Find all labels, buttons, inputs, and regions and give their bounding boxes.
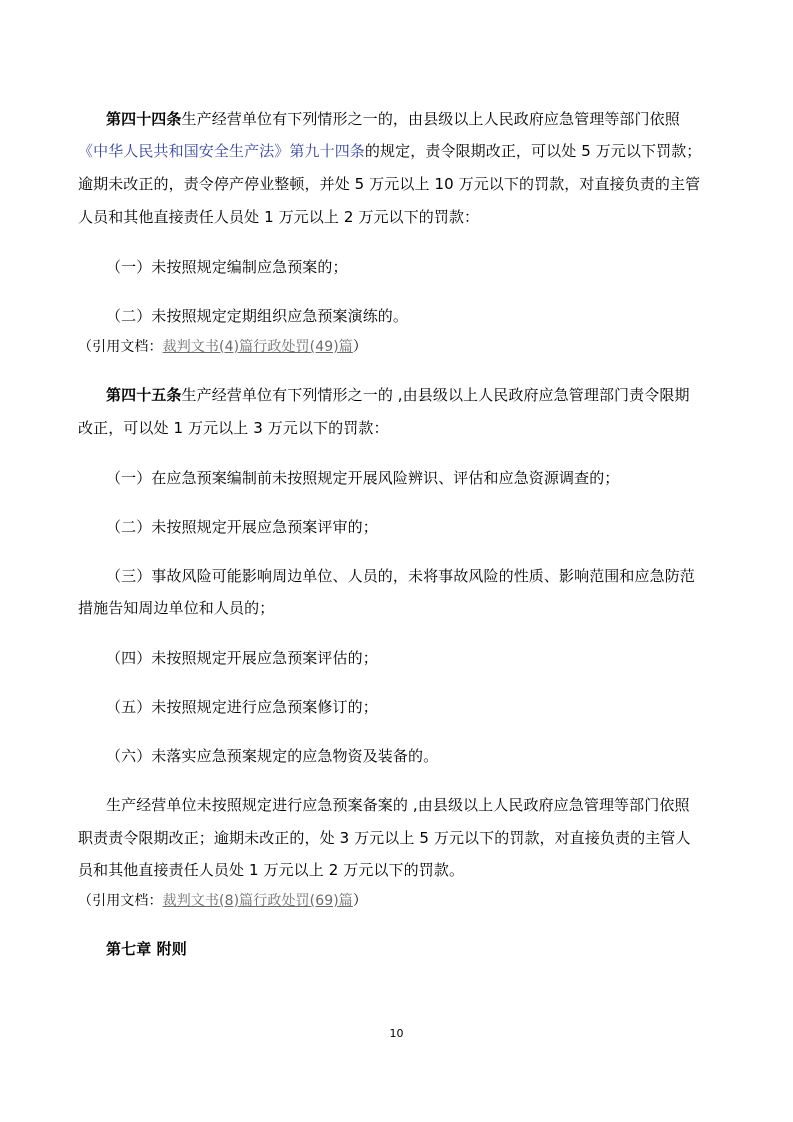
art45-line1-text: 生产经营单位有下列情形之一的 ,由县级以上人民政府应急管理部门责令限期 [181, 386, 690, 404]
art45-item-3-line-1: （三）事故风险可能影响周边单位、人员的，未将事故风险的性质、影响范围和应急防范 [106, 567, 695, 585]
art45-item-2: （二）未按照规定开展应急预案评审的； [106, 518, 378, 536]
art45-line-1 [106, 384, 690, 406]
art44-line1-text: 生产经营单位有下列情形之一的，由县级以上人民政府应急管理等部门依照 [181, 110, 680, 128]
citation-link[interactable]: 裁判文书(4)篇行政处罚(49)篇 [162, 339, 353, 355]
art44-line-3: 逾期未改正的，责令停产停业整顿，并处 5 万元以上 10 万元以下的罚款，对直接负责的主管 [78, 175, 701, 193]
art45-item-5: （五）未按照规定进行应急预案修订的； [106, 698, 378, 716]
art45-line-2: 改正，可以处 1 万元以上 3 万元以下的罚款： [78, 419, 389, 437]
art44-line-2 [78, 140, 701, 162]
art44-line2-text: 的规定，责令限期改正，可以处 5 万元以下罚款； [364, 142, 702, 160]
art45-item-1: （一）在应急预案编制前未按照规定开展风险辨识、评估和应急资源调查的； [106, 469, 620, 487]
citation-suffix: ） [352, 339, 367, 355]
art45-title: 第四十五条 [106, 386, 182, 404]
art44-title: 第四十四条 [106, 110, 182, 128]
art44-citation [78, 336, 367, 358]
art45-para-line-3: 员和其他直接责任人员处 1 万元以上 2 万元以下的罚款。 [78, 861, 465, 879]
law-article-link[interactable]: 第九十四条 [289, 142, 365, 160]
citation-link[interactable]: 裁判文书(8)篇行政处罚(69)篇 [162, 893, 353, 909]
citation-suffix: ） [352, 893, 367, 909]
art45-para-line-2: 职责责令限期改正；逾期未改正的，处 3 万元以上 5 万元以下的罚款，对直接负责的主管人 [78, 829, 691, 847]
art44-line-4: 人员和其他直接责任人员处 1 万元以上 2 万元以下的罚款： [78, 208, 480, 226]
art45-item-6: （六）未落实应急预案规定的应急物资及装备的。 [106, 747, 439, 765]
art44-item-1: （一）未按照规定编制应急预案的； [106, 258, 348, 276]
page-number: 10 [389, 1027, 404, 1040]
art45-para-line-1: 生产经营单位未按照规定进行应急预案备案的 ,由县级以上人民政府应急管理等部门依照 [106, 796, 690, 814]
art45-item-3-line-2: 措施告知周边单位和人员的； [78, 599, 275, 617]
citation-prefix: （引用文档： [78, 339, 163, 355]
art44-item-2: （二）未按照规定定期组织应急预案演练的。 [106, 307, 409, 325]
chapter-heading: 第七章 附则 [106, 940, 187, 958]
citation-prefix: （引用文档： [78, 893, 163, 909]
art45-citation [78, 890, 367, 912]
art44-line-1 [106, 108, 680, 130]
art45-item-4: （四）未按照规定开展应急预案评估的； [106, 649, 378, 667]
law-name-link[interactable]: 《中华人民共和国安全生产法》 [78, 142, 290, 160]
